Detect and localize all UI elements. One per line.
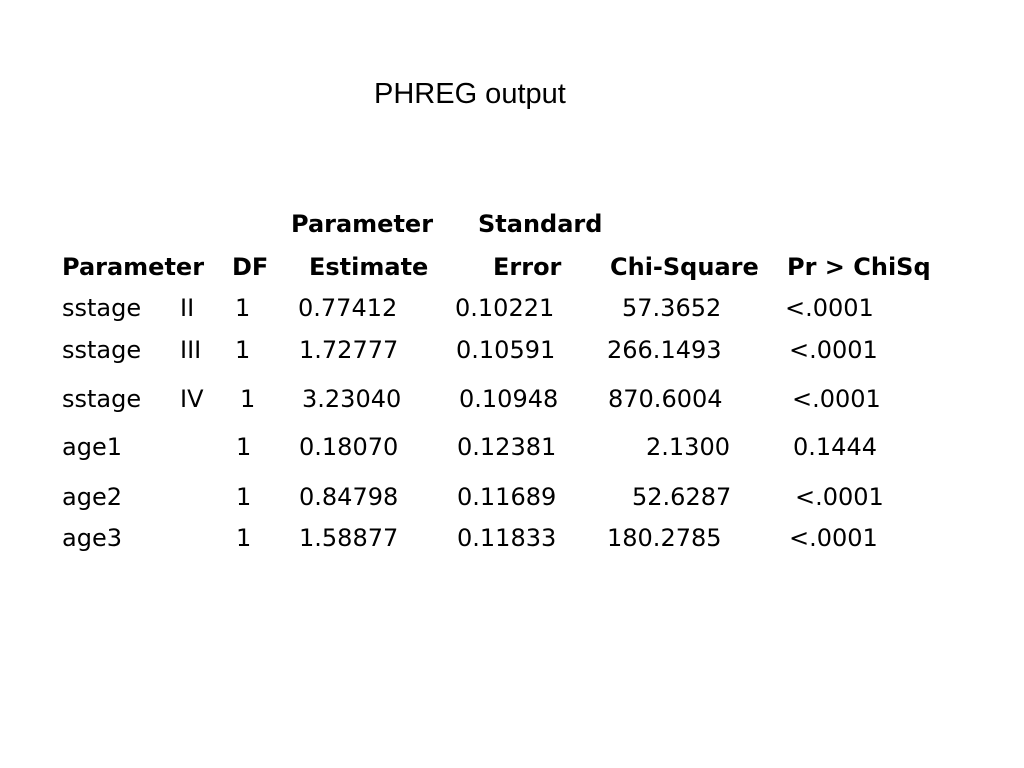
row-estimate: 0.84798 bbox=[299, 483, 399, 511]
row-chisq: 2.1300 bbox=[646, 433, 730, 461]
row-estimate: 3.23040 bbox=[302, 385, 402, 413]
row-parameter: age3 bbox=[62, 524, 122, 552]
row-error: 0.10221 bbox=[455, 294, 555, 322]
header-error-top: Standard bbox=[478, 210, 603, 238]
row-chisq: 266.1493 bbox=[607, 336, 722, 364]
row-estimate: 1.58877 bbox=[299, 524, 399, 552]
row-p: <.0001 bbox=[795, 483, 884, 511]
row-df: 1 bbox=[240, 385, 256, 413]
row-df: 1 bbox=[235, 294, 251, 322]
header-chisq: Chi-Square bbox=[610, 253, 759, 281]
row-p: <.0001 bbox=[789, 524, 878, 552]
header-parameter: Parameter bbox=[62, 253, 205, 281]
row-parameter: sstage bbox=[62, 385, 142, 413]
row-df: 1 bbox=[236, 524, 252, 552]
row-level: IV bbox=[180, 385, 204, 413]
row-error: 0.12381 bbox=[457, 433, 557, 461]
row-df: 1 bbox=[236, 433, 252, 461]
row-df: 1 bbox=[236, 483, 252, 511]
row-estimate: 0.18070 bbox=[299, 433, 399, 461]
row-level: II bbox=[180, 294, 195, 322]
row-error: 0.11689 bbox=[457, 483, 557, 511]
row-p: 0.1444 bbox=[793, 433, 877, 461]
header-estimate: Estimate bbox=[309, 253, 429, 281]
row-parameter: age2 bbox=[62, 483, 122, 511]
row-chisq: 52.6287 bbox=[632, 483, 732, 511]
row-parameter: age1 bbox=[62, 433, 122, 461]
header-p: Pr > ChiSq bbox=[787, 253, 931, 281]
row-chisq: 870.6004 bbox=[608, 385, 723, 413]
row-parameter: sstage bbox=[62, 294, 142, 322]
row-error: 0.10591 bbox=[456, 336, 556, 364]
slide-title: PHREG output bbox=[374, 78, 566, 110]
row-p: <.0001 bbox=[785, 294, 874, 322]
row-estimate: 0.77412 bbox=[298, 294, 398, 322]
header-estimate-top: Parameter bbox=[291, 210, 434, 238]
header-error: Error bbox=[493, 253, 562, 281]
row-chisq: 180.2785 bbox=[607, 524, 722, 552]
row-level: III bbox=[180, 336, 202, 364]
row-chisq: 57.3652 bbox=[622, 294, 722, 322]
row-error: 0.10948 bbox=[459, 385, 559, 413]
header-df: DF bbox=[232, 253, 269, 281]
row-estimate: 1.72777 bbox=[299, 336, 399, 364]
row-p: <.0001 bbox=[789, 336, 878, 364]
row-df: 1 bbox=[235, 336, 251, 364]
row-error: 0.11833 bbox=[457, 524, 557, 552]
row-parameter: sstage bbox=[62, 336, 142, 364]
row-p: <.0001 bbox=[792, 385, 881, 413]
